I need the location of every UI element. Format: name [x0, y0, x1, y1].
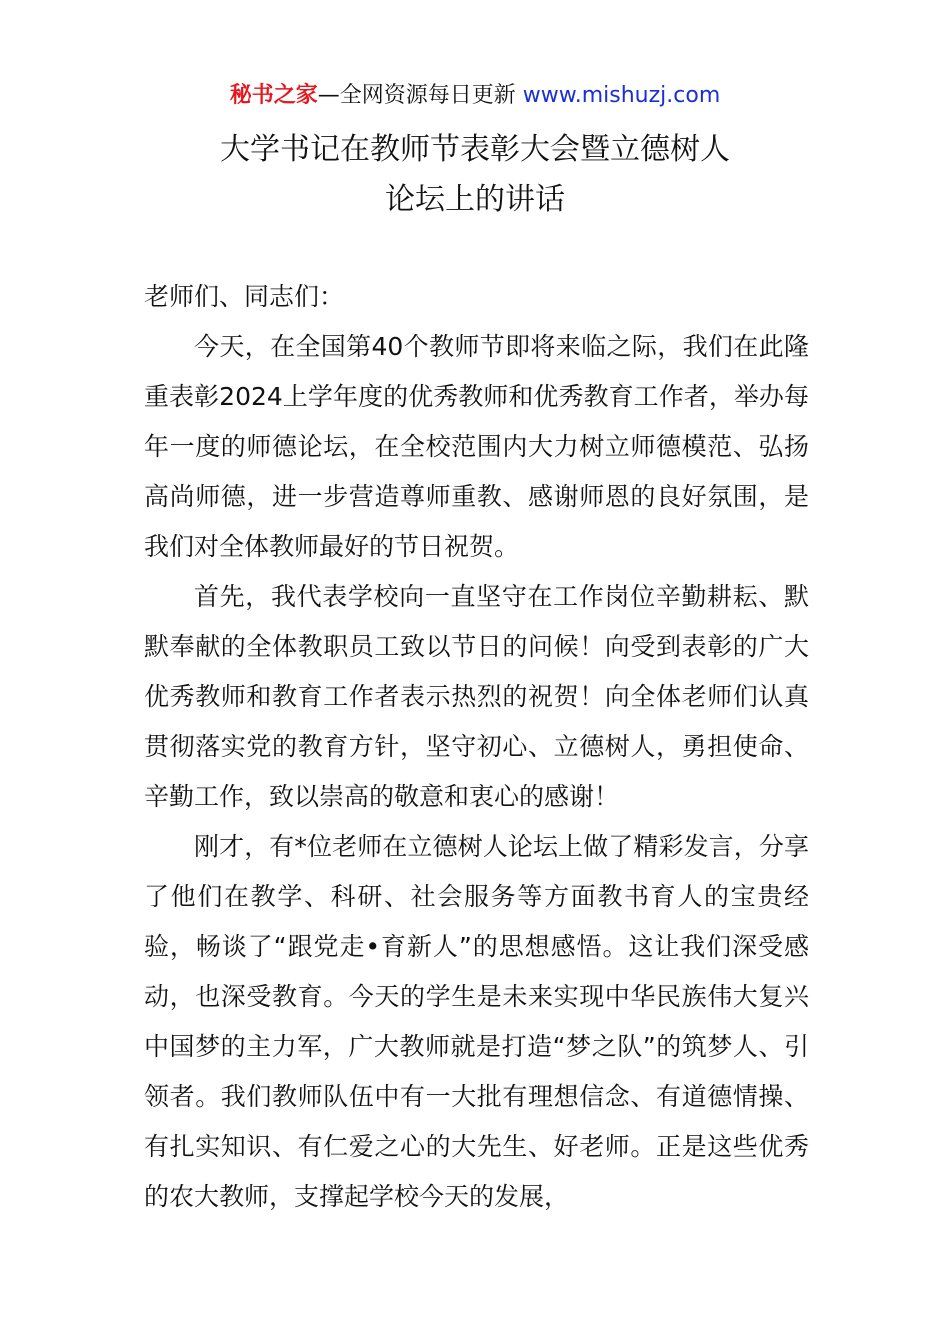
site-tagline: —全网资源每日更新	[317, 83, 516, 108]
site-url: www.mishuzj.com	[515, 83, 721, 108]
document-title-line-1: 大学书记在教师节表彰大会暨立德树人	[220, 132, 730, 167]
document-title-line-2: 论坛上的讲话	[385, 182, 565, 217]
salutation: 老师们、同志们：	[144, 282, 345, 311]
site-header	[0, 80, 950, 112]
paragraph-2: 首先，我代表学校向一直坚守在工作岗位辛勤耕耘、默默奉献的全体教职员工致以节日的问候！向受到表彰的广大优秀教师和教育工作者表示热烈的祝贺！向全体老师们认真贯彻落实党的教育方针，坚守初心、立德树人，勇担使命、辛勤工作，致以崇高的敬意和衷心的感谢！	[144, 582, 809, 811]
site-brand: 秘书之家	[229, 83, 318, 108]
paragraph-3: 刚才，有*位老师在立德树人论坛上做了精彩发言，分享了他们在教学、科研、社会服务等方面教书育人的宝贵经验，畅谈了“跟党走•育新人”的思想感悟。这让我们深受感动，也深受教育。今天的学生是未来实现中华民族伟大复兴中国梦的主力军，广大教师就是打造“梦之队”的筑梦人、引领者。我们教师队伍中有一大批有理想信念、有道德情操、有扎实知识、有仁爱之心的大先生、好老师。正是这些优秀的农大教师，支撑起学校今天的发展，	[144, 832, 809, 1211]
paragraph-1: 今天，在全国第40个教师节即将来临之际，我们在此隆重表彰2024上学年度的优秀教师和优秀教育工作者，举办每年一度的师德论坛，在全校范围内大力树立师德模范、弘扬高尚师德，进一步营造尊师重教、感谢师恩的良好氛围，是我们对全体教师最好的节日祝贺。	[144, 332, 809, 561]
document-body	[144, 272, 809, 1222]
